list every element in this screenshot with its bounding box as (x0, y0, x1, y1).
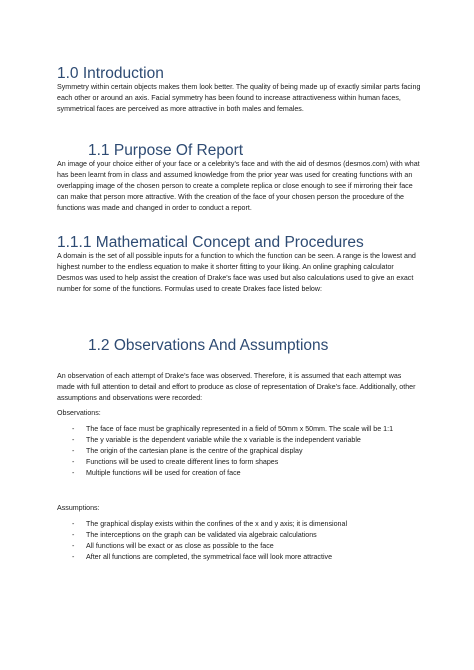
list-item (57, 468, 437, 479)
bullet-dash: - (72, 531, 75, 540)
math-concepts-heading: 1.1.1 Mathematical Concept and Procedures (57, 234, 364, 251)
math-concepts-paragraph: A domain is the set of all possible inputs for a function to which the function can be seen. A range is the lowest and highest number to the endless equation to make it shorter fitting to your liking. An online graphing calculator Desmos was used to help assist the creation of Drake’s face was used but also calculations used to give an exact number for some of the functions. Formulas used to create Drakes face listed below: (57, 252, 416, 294)
bullet-dash: - (72, 436, 75, 445)
introduction-paragraph: Symmetry within certain objects makes them look better. The quality of being made up of exactly similar parts facing each other or around an axis. Facial symmetry has been found to increase attractiveness within human faces, symmetrical faces are perceived as more attractive in both males and females. (57, 83, 421, 114)
list-item-text: The interceptions on the graph can be validated via algebraic calculations (86, 531, 317, 540)
list-item-text: After all functions are completed, the symmetrical face will look more attractive (86, 553, 333, 562)
list-item (57, 541, 437, 552)
list-item-text: The y variable is the dependent variable while the x variable is the independent variable (86, 436, 361, 445)
assumptions-label: Assumptions: (57, 504, 100, 512)
bullet-dash: - (72, 469, 75, 478)
list-item (57, 457, 437, 468)
list-item (57, 552, 437, 563)
list-item-text: The origin of the cartesian plane is the centre of the graphical display (86, 447, 303, 456)
purpose-paragraph: An image of your choice either of your face or a celebrity’s face and with the aid of desmos (desmos.com) with what has been learnt from in class and assumed knowledge from the prior year was used for creating functions with an overlapping image of the chosen person to create a complete replica or close enough to see if mirroring their face can make that person more attractive. With the creation of the face of your chosen person the procedure of the functions was made and changed in order to conduct a report. (57, 160, 420, 213)
list-item (57, 424, 437, 435)
observations-label: Observations: (57, 409, 101, 417)
list-item (57, 446, 437, 457)
list-item-text: The face of face must be graphically represented in a field of 50mm x 50mm. The scale will be 1:1 (86, 425, 394, 433)
bullet-dash: - (72, 458, 75, 467)
observations-heading: 1.2 Observations And Assumptions (88, 337, 329, 354)
observations-list (57, 424, 437, 479)
list-item-text: Functions will be used to create different lines to form shapes (86, 458, 279, 467)
bullet-dash: - (72, 542, 75, 551)
bullet-dash: - (72, 447, 75, 456)
list-item-text: The graphical display exists within the confines of the x and y axis; it is dimensional (86, 520, 348, 528)
bullet-dash: - (72, 425, 75, 433)
list-item-text: All functions will be exact or as close as possible to the face (86, 542, 274, 551)
list-item-text: Multiple functions will be used for creation of face (86, 469, 241, 478)
assumptions-list (57, 519, 437, 563)
purpose-heading: 1.1 Purpose Of Report (88, 142, 244, 159)
list-item (57, 530, 437, 541)
list-item (57, 435, 437, 446)
bullet-dash: - (72, 520, 75, 528)
list-item (57, 519, 437, 530)
bullet-dash: - (72, 553, 75, 562)
introduction-heading: 1.0 Introduction (57, 65, 164, 82)
observations-paragraph: An observation of each attempt of Drake’s face was observed. Therefore, it is assumed that each attempt was made with full attention to detail and effort to produce as close of representation of Drake’s face. Additionally, other assumptions and observations were recorded: (57, 372, 416, 403)
